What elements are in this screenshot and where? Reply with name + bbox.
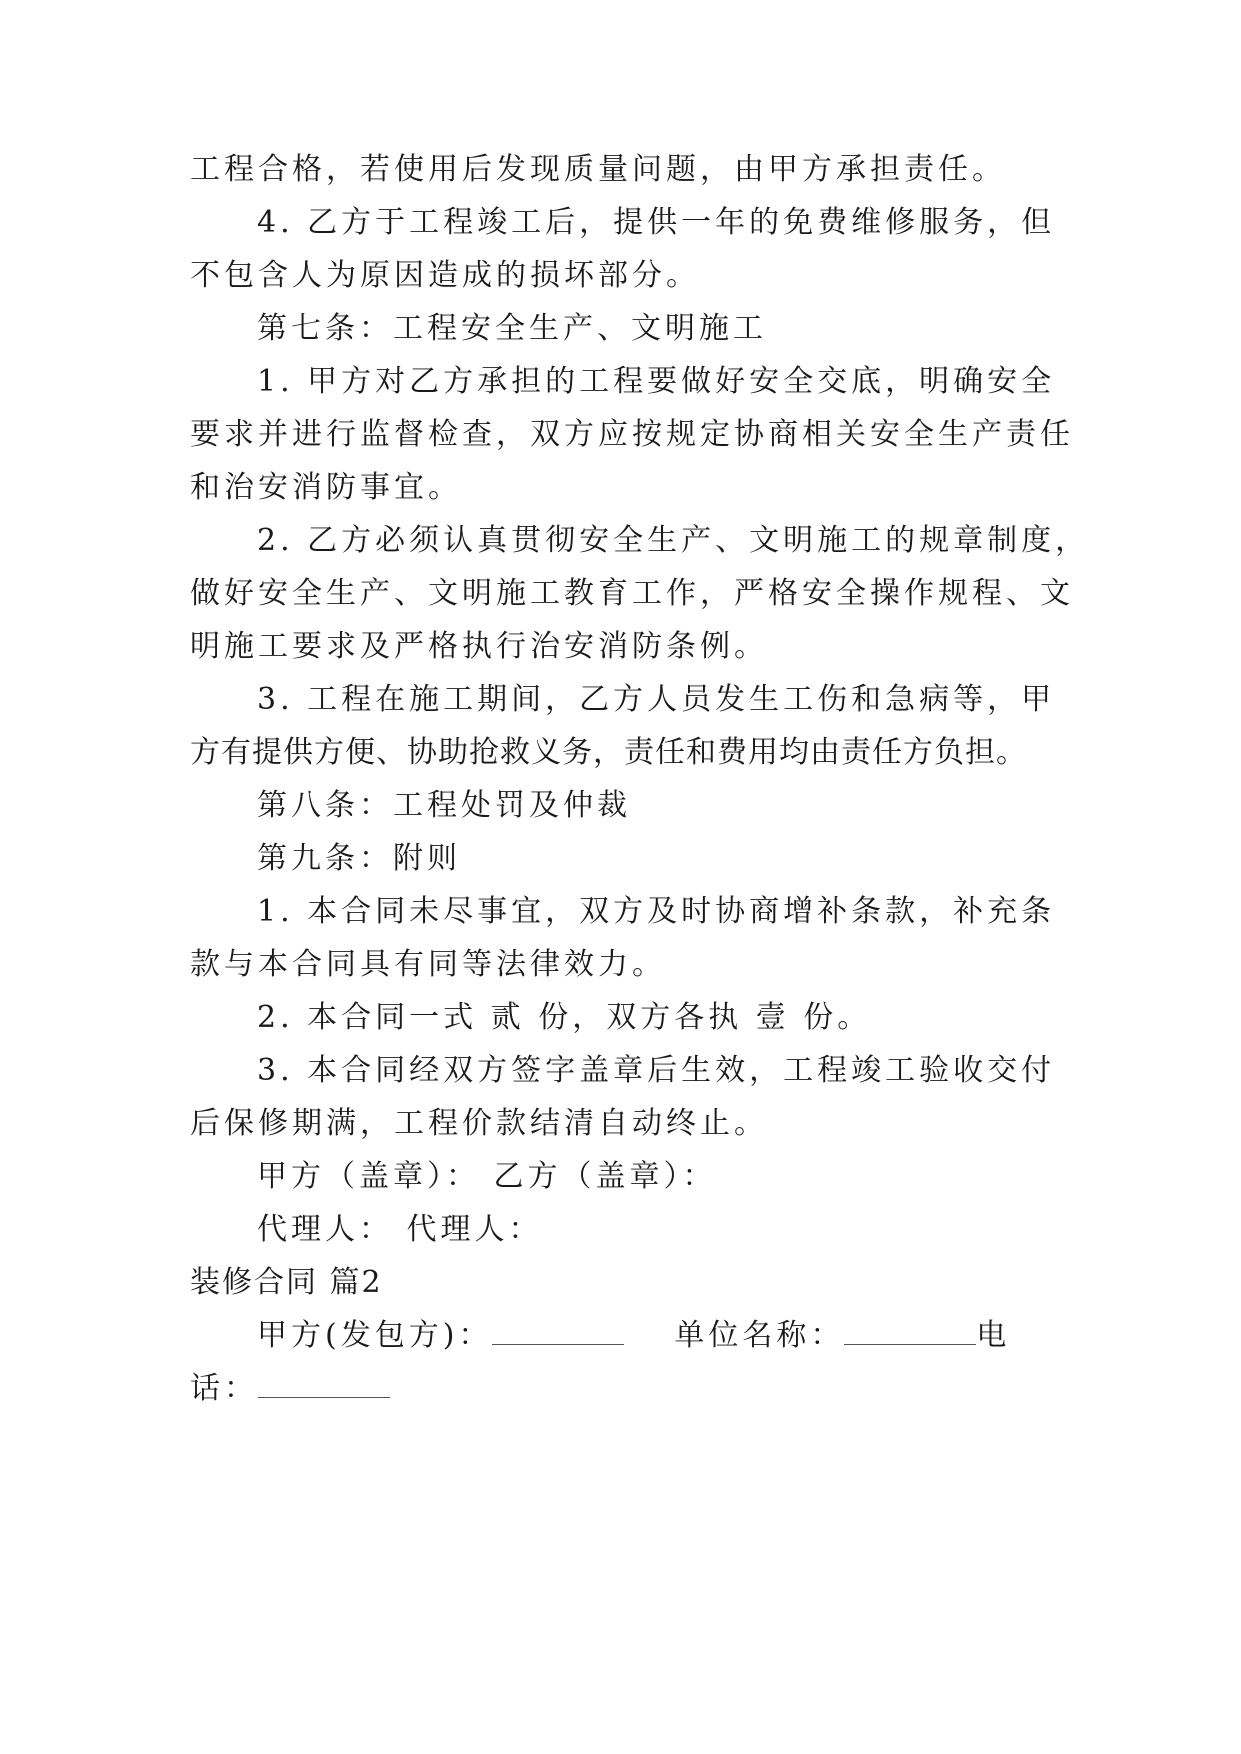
paragraph-line: 2. 乙方必须认真贯彻安全生产、文明施工的规章制度， — [257, 523, 1090, 558]
phone-label-start: 电 — [976, 1318, 1011, 1353]
paragraph-line: 方有提供方便、协助抢救义务，责任和费用均由责任方负担。 — [190, 735, 1027, 770]
paragraph-line: 后保修期满，工程价款结清自动终止。 — [190, 1106, 768, 1141]
paragraph-line: 不包含人为原因造成的损坏部分。 — [190, 258, 700, 293]
paragraph-line: 明施工要求及严格执行治安消防条例。 — [190, 629, 768, 664]
paragraph-line: 2. 本合同一式 贰 份，双方各执 壹 份。 — [257, 1000, 872, 1035]
phone-label-end: 话： — [190, 1371, 258, 1406]
paragraph-line: 款与本合同具有同等法律效力。 — [190, 947, 666, 982]
unit-name-label: 单位名称： — [674, 1318, 845, 1353]
paragraph-line: 4. 乙方于工程竣工后，提供一年的免费维修服务，但 — [257, 205, 1056, 240]
paragraph-line: 工程合格，若使用后发现质量问题，由甲方承担责任。 — [190, 152, 1006, 187]
section-heading: 第八条：工程处罚及仲裁 — [257, 788, 631, 823]
paragraph-line: 和治安消防事宜。 — [190, 470, 462, 505]
paragraph-line: 做好安全生产、文明施工教育工作，严格安全操作规程、文 — [190, 576, 1074, 611]
section-heading: 第七条：工程安全生产、文明施工 — [257, 311, 767, 346]
party-info-line — [257, 1316, 1070, 1356]
phone-blank[interactable] — [258, 1371, 390, 1398]
contract-section-title: 装修合同 篇2 — [190, 1265, 383, 1300]
phone-line — [190, 1369, 1070, 1409]
signature-line: 甲方（盖章）： 乙方（盖章）： — [257, 1159, 717, 1194]
party-a-label: 甲方(发包方)： — [257, 1318, 493, 1353]
paragraph-line: 3. 工程在施工期间，乙方人员发生工伤和急病等，甲 — [257, 682, 1056, 717]
paragraph-line: 3. 本合同经双方签字盖章后生效，工程竣工验收交付 — [257, 1053, 1056, 1088]
paragraph-line: 1. 甲方对乙方承担的工程要做好安全交底，明确安全 — [257, 364, 1056, 399]
unit-name-blank[interactable] — [844, 1318, 976, 1345]
agent-line: 代理人： 代理人： — [257, 1212, 543, 1247]
paragraph-line: 要求并进行监督检查，双方应按规定协商相关安全生产责任 — [190, 417, 1074, 452]
paragraph-line: 1. 本合同未尽事宜，双方及时协商增补条款，补充条 — [257, 894, 1056, 929]
section-heading: 第九条：附则 — [257, 841, 461, 876]
party-a-blank[interactable] — [492, 1318, 624, 1345]
